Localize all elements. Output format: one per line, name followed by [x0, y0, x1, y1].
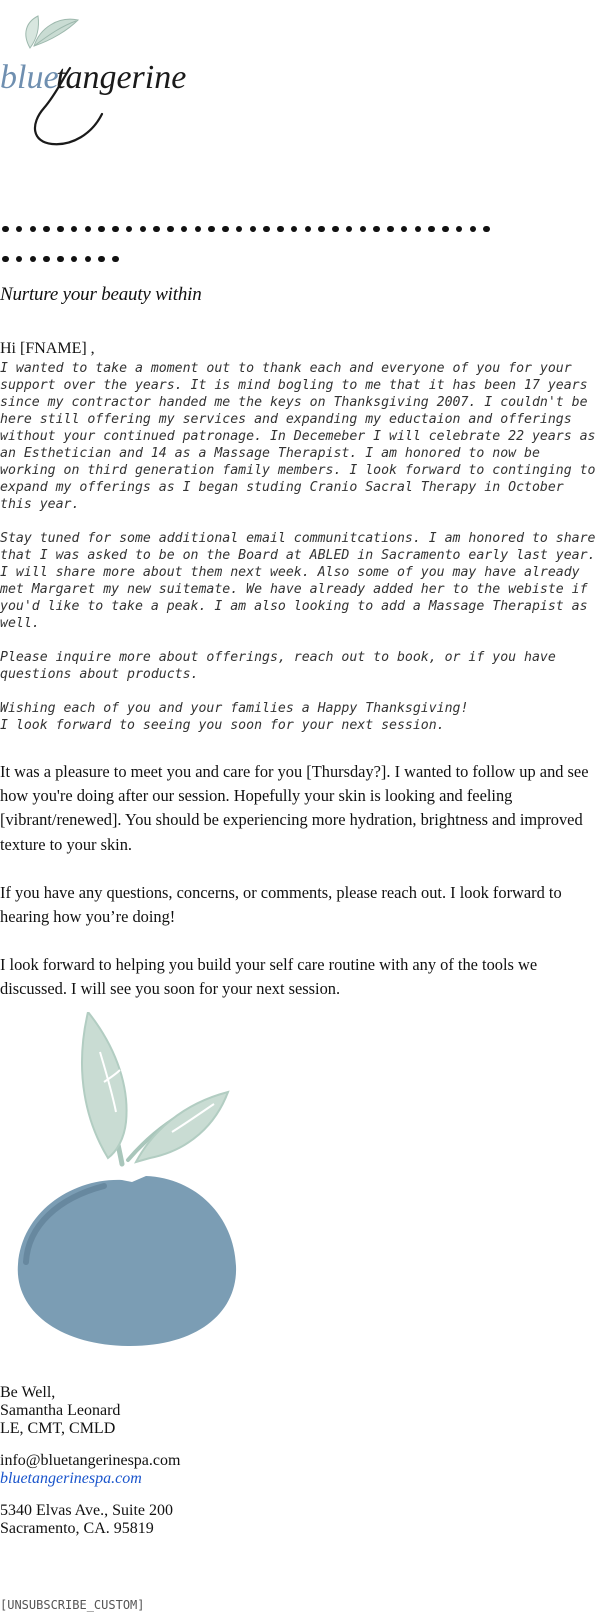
- followup-paragraph: It was a pleasure to meet you and care for you [Thursday?]. I wanted to follow up and see how you're doing after our session. Hopefully your skin is looking and feeling [vibrant/renewed]. You should be experiencing more hydration, brightness and improved texture to your skin.: [0, 762, 589, 854]
- divider-dot: [112, 256, 119, 263]
- letter-paragraph: Please inquire more about offerings, reach out to book, or if you have questions about products.: [0, 650, 556, 682]
- logo-wordmark-black: tangerine: [56, 59, 187, 96]
- divider-dot: [346, 226, 353, 233]
- divider-dot: [305, 226, 312, 233]
- divider-dot: [57, 226, 64, 233]
- address-line-1: 5340 Elvas Ave., Suite 200: [0, 1502, 174, 1519]
- tagline: Nurture your beauty within: [0, 284, 202, 305]
- divider-dot: [126, 226, 133, 233]
- divider-dot: [57, 256, 64, 263]
- divider-dot: [360, 226, 367, 233]
- email-address: info@bluetangerinespa.com: [0, 1452, 181, 1469]
- divider-dot: [401, 226, 408, 233]
- divider-dot: [2, 226, 9, 233]
- divider-dot: [250, 226, 257, 233]
- letter-paragraph: Wishing each of you and your families a Happy Thanksgiving! I look forward to seeing you soon for your next session.: [0, 701, 469, 733]
- divider-dot: [71, 256, 78, 263]
- divider-dot: [16, 256, 23, 263]
- divider-dot: [291, 226, 298, 233]
- dotted-divider-row: [2, 214, 530, 244]
- divider-dot: [16, 226, 23, 233]
- divider-dot: [236, 226, 243, 233]
- signature-block: [0, 1384, 180, 1538]
- signature-credentials: LE, CMT, CMLD: [0, 1420, 116, 1437]
- divider-dot: [85, 256, 92, 263]
- divider-dot: [332, 226, 339, 233]
- divider-dot: [43, 226, 50, 233]
- tangerine-illustration: [12, 1012, 252, 1352]
- divider-dot: [373, 226, 380, 233]
- divider-dot: [277, 226, 284, 233]
- divider-dot: [222, 226, 229, 233]
- divider-dot: [98, 256, 105, 263]
- divider-dot: [428, 226, 435, 233]
- divider-dot: [456, 226, 463, 233]
- divider-dot: [167, 226, 174, 233]
- dotted-divider-row: [2, 244, 530, 274]
- divider-dot: [318, 226, 325, 233]
- followup-paragraph: If you have any questions, concerns, or comments, please reach out. I look forward to hearing how you’re doing!: [0, 882, 562, 927]
- divider-dot: [470, 226, 477, 233]
- website-link[interactable]: bluetangerinespa.com: [0, 1470, 142, 1487]
- divider-dot: [208, 226, 215, 233]
- letter-paragraph: Stay tuned for some additional email communitcations. I am honored to share that I was asked to be on the Board at ABLED in Sacramento early last year. I will share more about them next week. Also some of you may have already met Margaret my new suitemate. We have already added her to the webiste if you'd like to take a peak. I am also looking to add a Massage Therapist as well.: [0, 531, 596, 631]
- unsubscribe-link[interactable]: [UNSUBSCRIBE_CUSTOM]: [0, 1598, 145, 1612]
- divider-dot: [112, 226, 119, 233]
- divider-dot: [483, 226, 490, 233]
- divider-dot: [43, 256, 50, 263]
- logo-wordmark-blue: blue: [0, 59, 59, 96]
- divider-dot: [30, 226, 37, 233]
- divider-dot: [153, 226, 160, 233]
- divider-dot: [263, 226, 270, 233]
- greeting: Hi [FNAME] ,: [0, 340, 95, 357]
- signature-name: Samantha Leonard: [0, 1402, 121, 1419]
- divider-dot: [415, 226, 422, 233]
- divider-dot: [85, 226, 92, 233]
- closing: Be Well,: [0, 1384, 56, 1401]
- letter-paragraph: I wanted to take a moment out to thank each and everyone of you for your support over the years. It is mind bogling to me that it has been 17 years since my contractor handed me the keys on Thanksgiving 2007. I couldn't be here still offering my services and expanding my eductaion and offerings without your continued patronage. In Decemeber I will celebrate 22 years as an Esthetician and 14 as a Massage Therapist. I am honored to now be working on third generation family members. I look forward to continging to expand my offerings as I began studing Cranio Sacral Therapy in October this year.: [0, 361, 596, 512]
- divider-dot: [181, 226, 188, 233]
- divider-dot: [442, 226, 449, 233]
- followup-paragraph: I look forward to helping you build your self care routine with any of the tools we discussed. I will see you soon for your next session.: [0, 955, 538, 999]
- tangerine-fruit-icon: [12, 1012, 252, 1352]
- address-line-2: Sacramento, CA. 95819: [0, 1520, 154, 1537]
- leaf-sprig-icon: [0, 8, 232, 148]
- dotted-divider: [2, 214, 530, 274]
- brand-logo: [0, 8, 232, 148]
- letter-body: [0, 360, 600, 751]
- divider-dot: [387, 226, 394, 233]
- divider-dot: [195, 226, 202, 233]
- divider-dot: [140, 226, 147, 233]
- divider-dot: [2, 256, 9, 263]
- divider-dot: [30, 256, 37, 263]
- divider-dot: [71, 226, 78, 233]
- divider-dot: [98, 226, 105, 233]
- followup-body: [0, 760, 600, 1026]
